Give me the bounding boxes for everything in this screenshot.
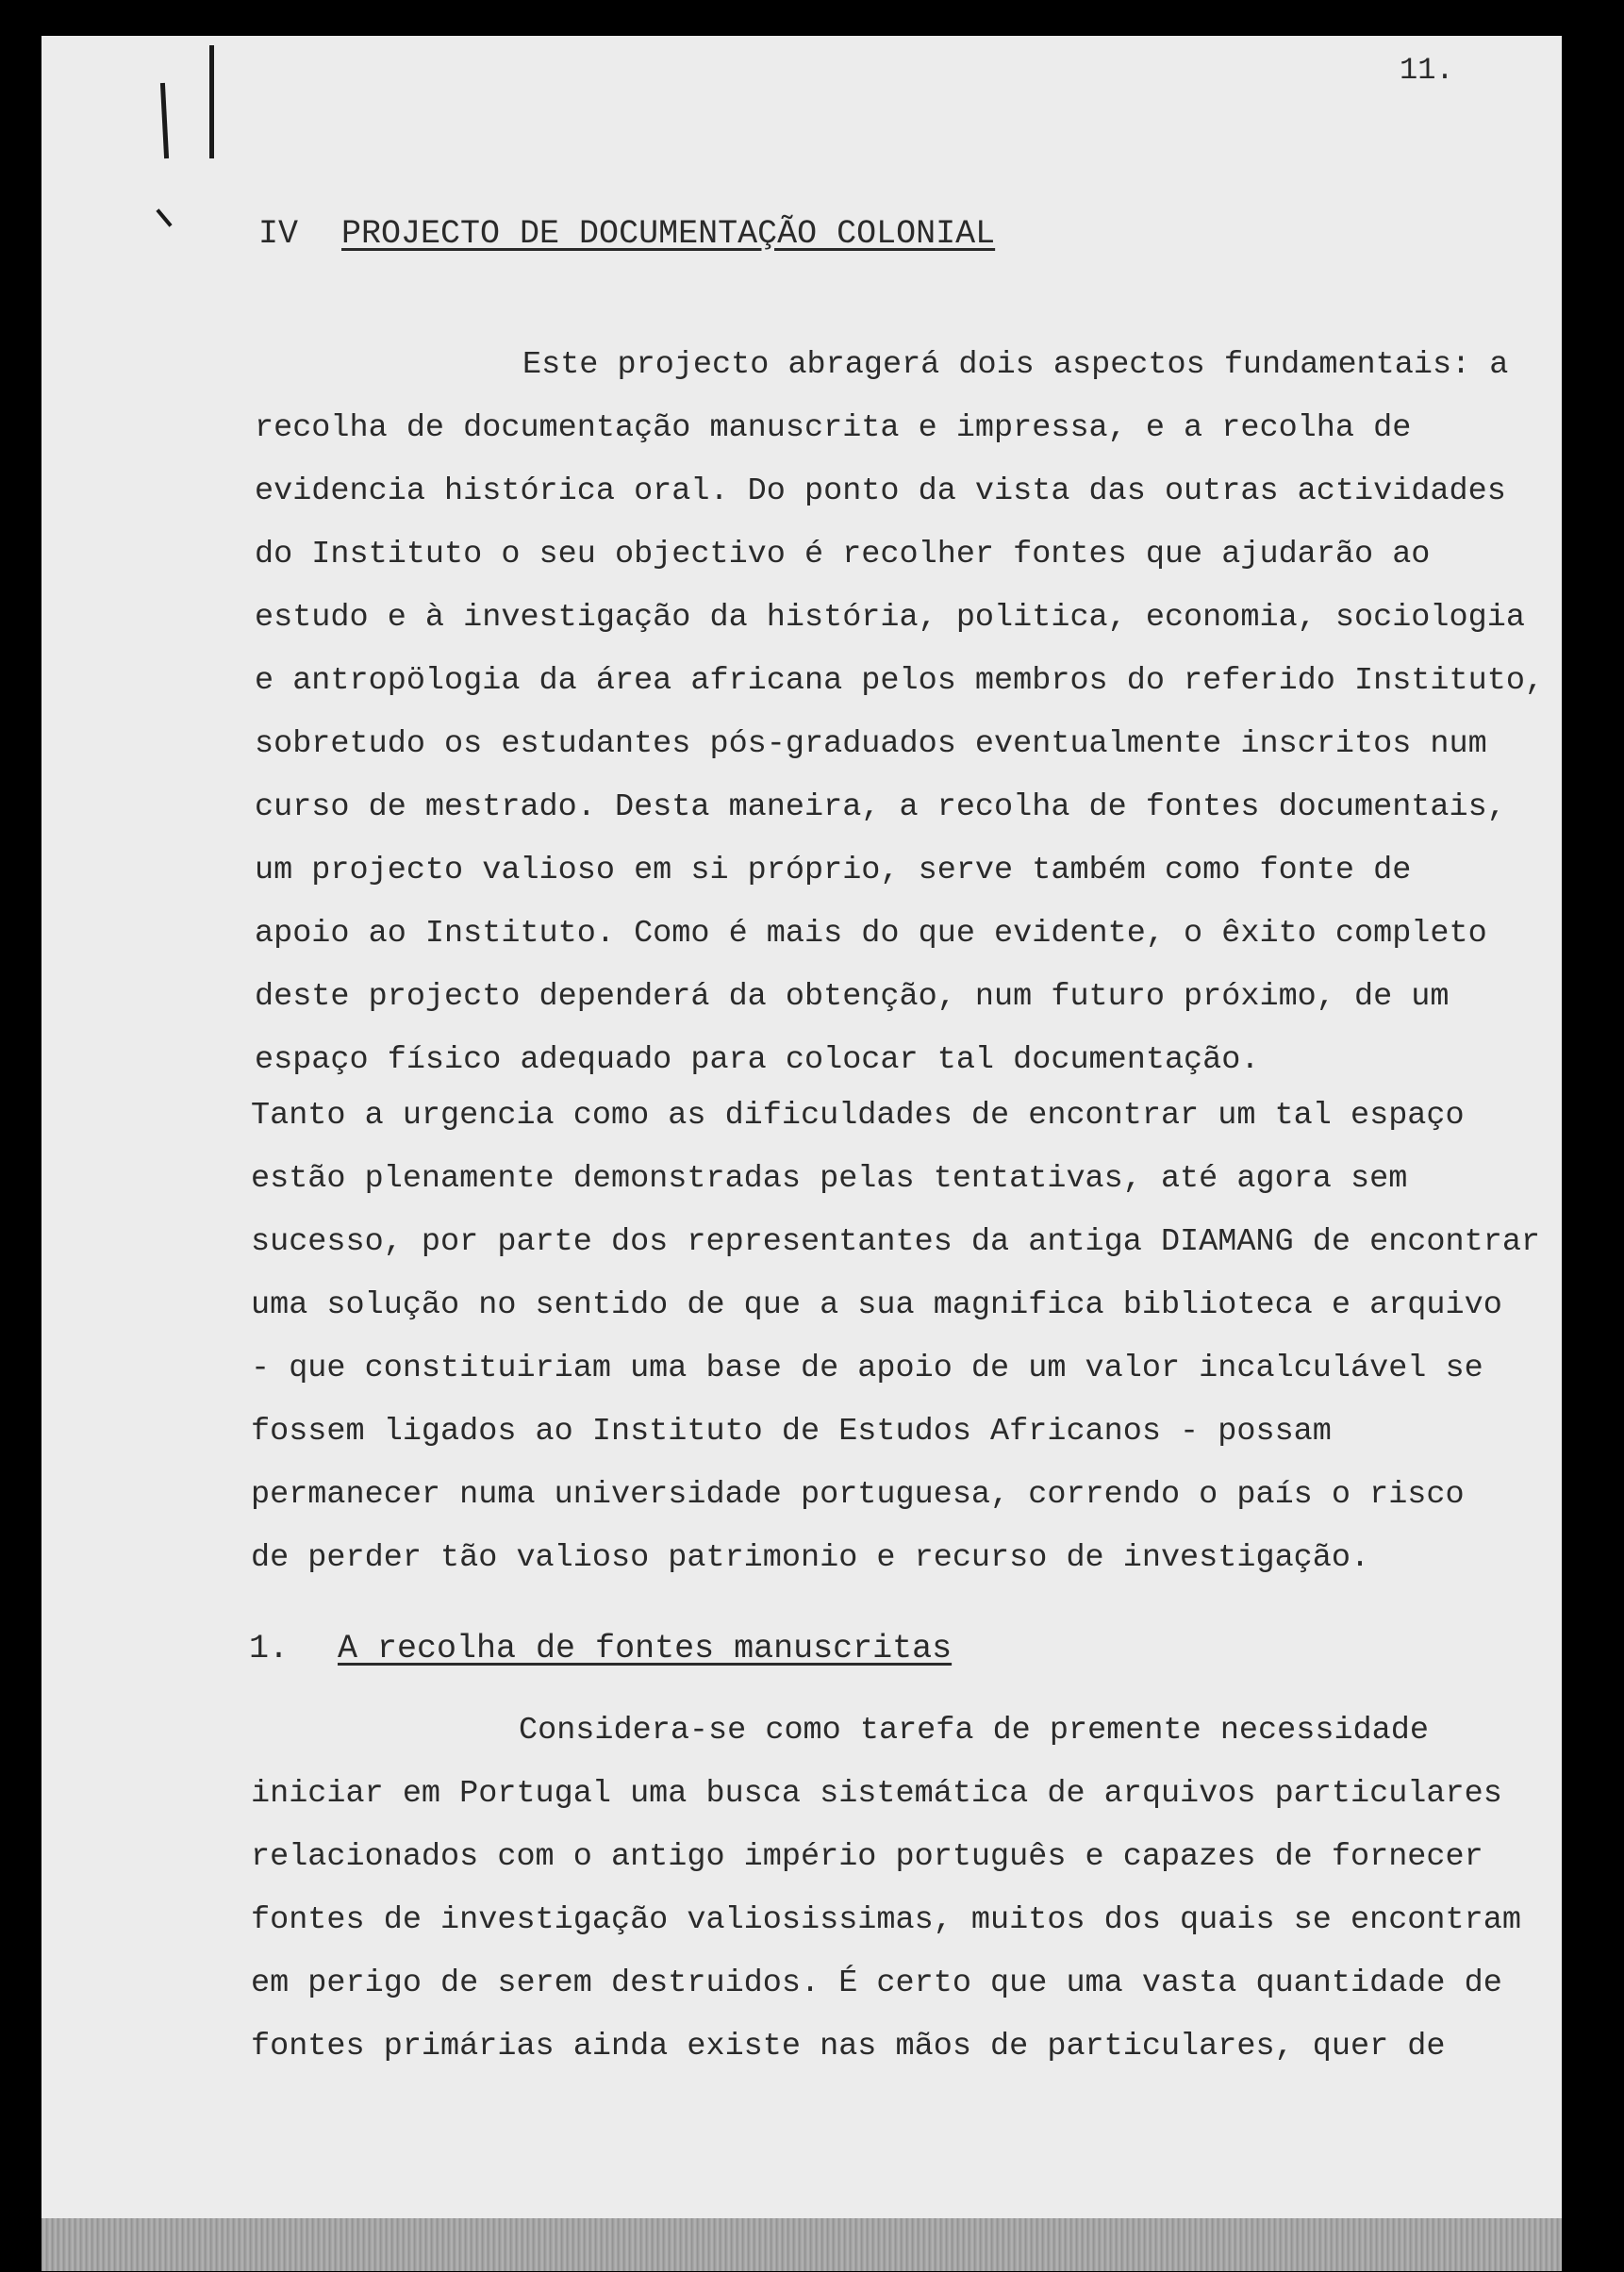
subsection-title: A recolha de fontes manuscritas	[338, 1630, 953, 1667]
text-line: sucesso, por parte dos representantes da antiga DIAMANG de encontrar	[251, 1224, 1541, 1260]
text-line: permanecer numa universidade portuguesa, correndo o país o risco	[251, 1477, 1465, 1513]
section-title: PROJECTO DE DOCUMENTAÇÃO COLONIAL	[341, 215, 996, 253]
margin-mark-left	[160, 83, 169, 158]
text-line: fontes primárias ainda existe nas mãos de particulares, quer de	[251, 2029, 1446, 2065]
text-line: Considera-se como tarefa de premente necessidade	[519, 1713, 1429, 1749]
margin-tick	[156, 208, 172, 226]
text-line: - que constituiriam uma base de apoio de um valor incalculável se	[251, 1351, 1483, 1386]
margin-mark-right	[209, 45, 214, 158]
paragraph-1	[255, 334, 1544, 1092]
text-line: iniciar em Portugal uma busca sistemática de arquivos particulares	[251, 1776, 1502, 1812]
text-line: um projecto valioso em si próprio, serve também como fonte de	[255, 853, 1412, 888]
section-roman-numeral: IV	[258, 215, 299, 253]
text-line: apoio ao Instituto. Como é mais do que evidente, o êxito completo	[255, 916, 1487, 952]
subsection-heading	[249, 1630, 952, 1667]
page-number: 11.	[1400, 53, 1454, 88]
document-page	[41, 36, 1562, 2271]
text-line: relacionados com o antigo império português e capazes de fornecer	[251, 1839, 1483, 1875]
text-line: Tanto a urgencia como as dificuldades de encontrar um tal espaço	[251, 1098, 1465, 1134]
text-line: e antropölogia da área africana pelos membros do referido Instituto,	[255, 663, 1545, 699]
text-line: evidencia histórica oral. Do ponto da vista das outras actividades	[255, 473, 1506, 509]
paragraph-2	[251, 1085, 1540, 1590]
scan-edge-strip	[41, 2218, 1562, 2271]
text-line: espaço físico adequado para colocar tal documentação.	[255, 1042, 1260, 1078]
text-line: recolha de documentação manuscrita e impressa, e a recolha de	[255, 410, 1412, 446]
text-line: sobretudo os estudantes pós-graduados eventualmente inscritos num	[255, 726, 1487, 762]
text-line: estudo e à investigação da história, politica, economia, sociologia	[255, 600, 1525, 636]
text-line: curso de mestrado. Desta maneira, a recolha de fontes documentais,	[255, 789, 1506, 825]
paragraph-3	[251, 1700, 1521, 2079]
section-heading	[258, 215, 995, 253]
text-line: em perigo de serem destruidos. É certo que uma vasta quantidade de	[251, 1965, 1502, 2001]
subsection-number: 1.	[249, 1630, 290, 1667]
text-line: do Instituto o seu objectivo é recolher fontes que ajudarão ao	[255, 537, 1431, 572]
text-line: deste projecto dependerá da obtenção, num futuro próximo, de um	[255, 979, 1450, 1015]
text-line: fontes de investigação valiosissimas, muitos dos quais se encontram	[251, 1902, 1521, 1938]
text-line: Este projecto abragerá dois aspectos fundamentais: a	[522, 347, 1509, 383]
text-line: de perder tão valioso patrimonio e recurso de investigação.	[251, 1540, 1370, 1576]
text-line: estão plenamente demonstradas pelas tentativas, até agora sem	[251, 1161, 1408, 1197]
text-line: uma solução no sentido de que a sua magnifica biblioteca e arquivo	[251, 1287, 1502, 1323]
text-line: fossem ligados ao Instituto de Estudos Africanos - possam	[251, 1414, 1332, 1450]
